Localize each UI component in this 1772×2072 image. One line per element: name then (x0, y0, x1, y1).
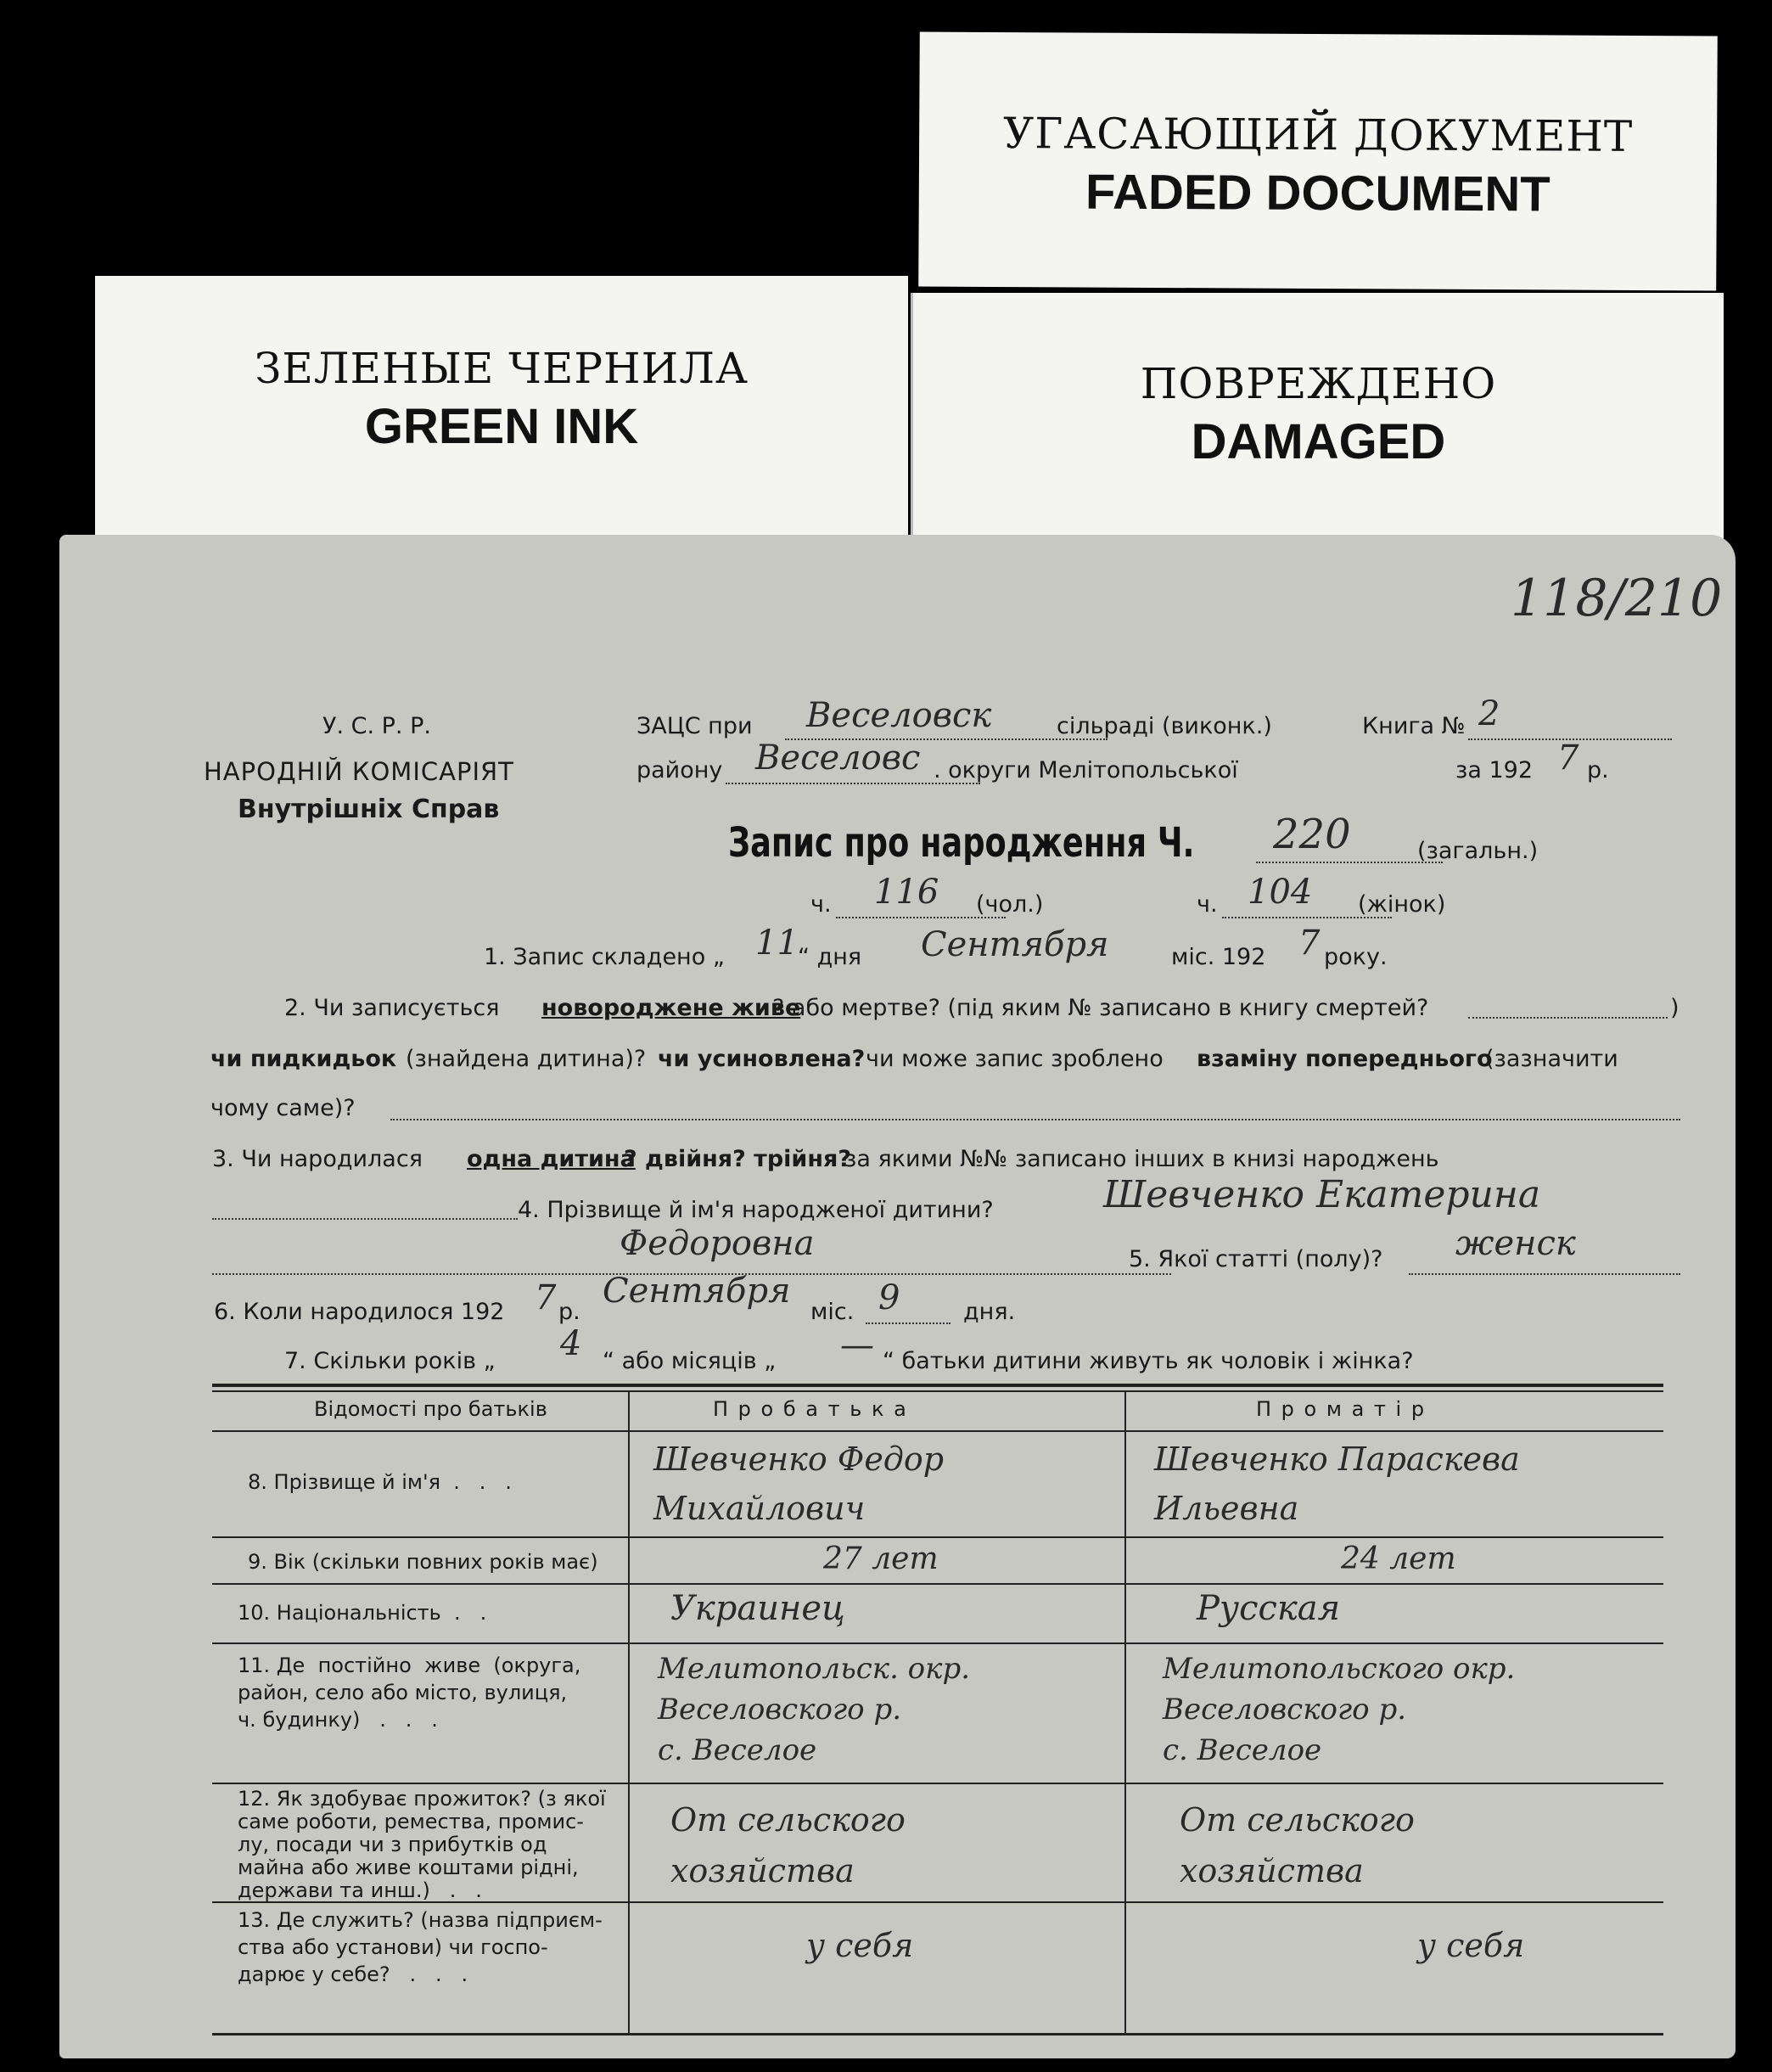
item1-suffix1: міс. 192 (1171, 944, 1266, 970)
item1-day-handwritten: 11 (755, 924, 799, 963)
table-row-12-label: 12. Як здобуває прожиток? (з якої саме роботи, ремества, промис- лу, посади чи з прибутків од майна або живе коштами рідні, держави та инш.) . . (238, 1787, 606, 1902)
mother-age-handwritten: 24 лет (1341, 1541, 1456, 1576)
mother-name-handwritten: Шевченко Параскева Ильевна (1154, 1440, 1520, 1527)
item2-f: (знайдена дитина)? (406, 1046, 647, 1072)
damaged-label-en: DAMAGED (1191, 414, 1446, 469)
item1-mid: “ дня (798, 944, 862, 970)
item6-day-handwritten: 9 (878, 1278, 900, 1317)
item3-c: ? двійня? трійня? (624, 1146, 851, 1172)
item7-suffix: “ батьки дитини живуть як чоловік і жінка? (883, 1348, 1414, 1374)
district-suffix: . округи Мелітопольської (934, 757, 1238, 783)
male-count-handwritten: 116 (874, 873, 939, 912)
item3-a: 3. Чи народилася (212, 1146, 423, 1172)
item7-months-handwritten: — (840, 1326, 874, 1365)
general-label: (загальн.) (1417, 838, 1539, 864)
table-row-10-label: 10. Національність . . (238, 1601, 487, 1625)
item2-alive: новороджене живе (541, 995, 801, 1021)
green-label-en: GREEN INK (364, 399, 639, 454)
green-label-ru: ЗЕЛЕНЫЕ ЧЕРНИЛА (255, 344, 749, 393)
male-label: (чол.) (976, 891, 1044, 918)
item2-j: (зазначити (1485, 1046, 1618, 1072)
father-age-handwritten: 27 лет (823, 1541, 939, 1576)
item2-k: чому саме)? (210, 1095, 356, 1121)
page-number: 118/210 (1511, 569, 1723, 628)
table-row-13-label: 13. Де служить? (назва підприєм- ства або установи) чи госпо- дарює у себе? . . . (238, 1908, 603, 1986)
table-header-mother: П р о м а т і р (1256, 1397, 1427, 1421)
form-title: Запис про народження Ч. (728, 819, 1195, 867)
father-workplace-handwritten: у себя (806, 1927, 914, 1964)
item6-month-handwritten: Сентября (603, 1272, 791, 1311)
table-header-info: Відомості про батьків (314, 1397, 547, 1421)
item7-prefix: 7. Скільки років „ (284, 1348, 496, 1374)
record-number-handwritten: 220 (1273, 811, 1351, 858)
year-handwritten: 7 (1557, 738, 1579, 778)
item7-mid: “ або місяців „ (603, 1348, 777, 1374)
item1-year-handwritten: 7 (1298, 924, 1321, 963)
female-count-handwritten: 104 (1248, 873, 1313, 912)
mother-nationality-handwritten: Русская (1197, 1589, 1341, 1628)
item2-d: ) (1670, 995, 1679, 1021)
birth-record-form (59, 535, 1736, 2058)
mother-workplace-handwritten: у себя (1417, 1927, 1525, 1964)
zags-village-handwritten: Веселовск (806, 696, 992, 735)
district-handwritten: Веселовс (755, 738, 921, 778)
table-row-8-label: 8. Прізвище й ім'я . . . (248, 1470, 512, 1494)
item1-month-handwritten: Сентября (921, 925, 1109, 964)
sex-handwritten: женск (1455, 1224, 1576, 1263)
commissariat-label: НАРОДНІЙ КОМІСАРІЯТ (204, 757, 514, 786)
item2-h: чи може запис зроблено (866, 1046, 1164, 1072)
female-label: (жінок) (1358, 891, 1446, 918)
item6-r: р. (558, 1299, 580, 1325)
district-prefix: району (636, 757, 723, 783)
table-header-father: П р о б а т ь к а (713, 1397, 908, 1421)
faded-document-label (918, 32, 1718, 291)
child-name-handwritten: Шевченко Екатерина (1103, 1173, 1541, 1216)
item6-dnya: дня. (963, 1299, 1016, 1325)
internal-affairs-label: Внутрішніх Справ (238, 795, 500, 824)
faded-label-ru: УГАСАЮЩИЙ ДОКУМЕНТ (1002, 109, 1634, 161)
item2-foundling: чи пидкидьок (210, 1046, 397, 1072)
child-patronymic-handwritten: Федоровна (620, 1224, 815, 1263)
item3-single: одна дитина (467, 1146, 636, 1172)
mother-occupation-handwritten: От сельского хозяйства (1180, 1801, 1415, 1890)
book-label: Книга № (1362, 713, 1466, 739)
item2-adopted: чи усиновлена? (658, 1046, 866, 1072)
faded-label-en: FADED DOCUMENT (1085, 164, 1550, 222)
female-ch-label: ч. (1197, 891, 1218, 918)
item7-years-handwritten: 4 (560, 1324, 582, 1363)
item5-label: 5. Якої статті (полу)? (1129, 1246, 1383, 1272)
item1-prefix: 1. Запис складено „ (484, 944, 725, 970)
book-number-handwritten: 2 (1478, 694, 1500, 733)
item6-year-handwritten: 7 (535, 1278, 557, 1317)
table-row-11-label: 11. Де постійно живе (округа, район, село або місто, вулиця, ч. будинку) . . . (238, 1654, 581, 1732)
item3-d: за якими №№ записано інших в книзі народжень (844, 1146, 1439, 1172)
mother-residence-handwritten: Мелитопольского окр. Веселовского р. с. Веселое (1163, 1652, 1516, 1767)
item2-a: 2. Чи записується (284, 995, 500, 1021)
item4-label: 4. Прізвище й ім'я народженої дитини? (518, 1197, 994, 1223)
year-prefix: за 192 (1455, 757, 1534, 783)
item2-c: ? або мертве? (під яким № записано в книгу смертей? (772, 995, 1429, 1021)
father-name-handwritten: Шевченко Федор Михайлович (653, 1440, 945, 1527)
table-row-9-label: 9. Вік (скільки повних років має) (248, 1550, 598, 1574)
item1-suffix2: року. (1324, 944, 1388, 970)
father-occupation-handwritten: От сельского хозяйства (670, 1801, 906, 1890)
male-ch-label: ч. (810, 891, 832, 918)
damaged-label (911, 293, 1724, 556)
year-suffix: р. (1587, 757, 1609, 783)
zags-prefix: ЗАЦС при (636, 713, 753, 739)
green-ink-label (95, 276, 908, 556)
zags-suffix: сільраді (виконк.) (1057, 713, 1272, 739)
item6-mis: міс. (810, 1299, 855, 1325)
damaged-label-ru: ПОВРЕЖДЕНО (1140, 359, 1497, 408)
item6-prefix: 6. Коли народилося 192 (214, 1299, 505, 1325)
father-residence-handwritten: Мелитопольск. окр. Веселовского р. с. Веселое (658, 1652, 971, 1767)
father-nationality-handwritten: Украинец (670, 1589, 845, 1628)
ussr-label: У. С. Р. Р. (322, 713, 431, 739)
item2-replacement: взаміну попереднього (1197, 1046, 1493, 1072)
